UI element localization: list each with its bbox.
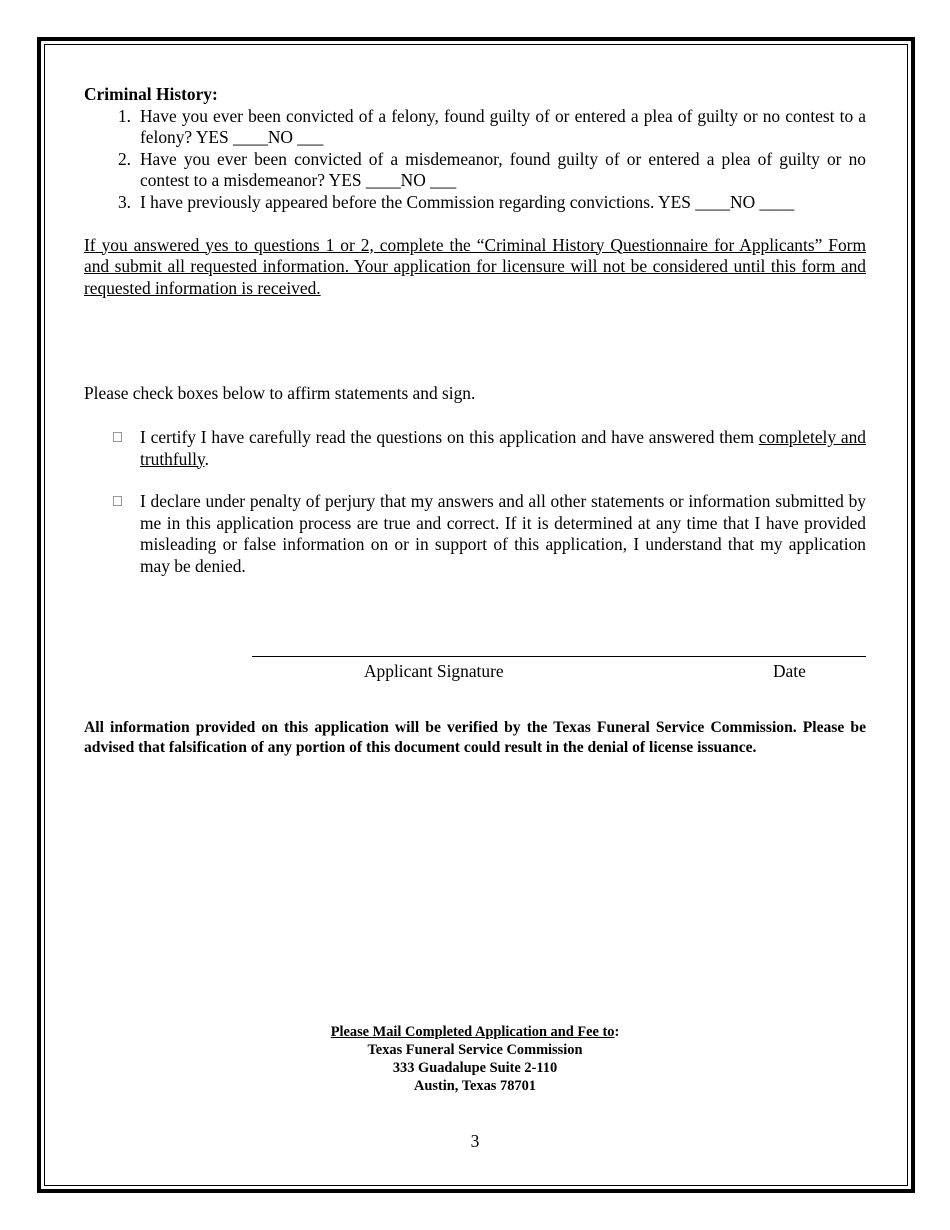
declare-text: I declare under penalty of perjury that my answers and all other statements or information submitted by me in this application process are true and correct. If it is determined at any time that I have provided misleading or false information on or in support of this application, I understand that my application may be denied. bbox=[140, 491, 866, 576]
certify-checkbox[interactable] bbox=[113, 432, 122, 442]
question-item bbox=[84, 192, 866, 214]
certify-underlined-text: completely and truthfully bbox=[140, 426, 866, 469]
question-item bbox=[84, 149, 866, 192]
certify-text: I certify I have carefully read the questions on this application and have answered them bbox=[140, 426, 754, 447]
certify-end: . bbox=[204, 448, 209, 469]
mailing-address-block bbox=[0, 1023, 950, 1095]
question-number: 2. bbox=[117, 148, 131, 169]
verification-notice: All information provided on this application will be verified by the Texas Funeral Service Commission. Please be advised that falsification of any portion of this document could result in the denial of license issuance. bbox=[84, 719, 866, 756]
mailing-heading: Please Mail Completed Application and Fee to: bbox=[330, 1024, 620, 1040]
declare-statement bbox=[84, 491, 866, 577]
date-label: Date bbox=[773, 661, 806, 681]
question-number: 1. bbox=[117, 105, 131, 126]
certify-statement bbox=[84, 427, 866, 470]
signature-line[interactable] bbox=[252, 656, 866, 657]
criminal-history-title: Criminal History: bbox=[84, 84, 218, 104]
question-number: 3. bbox=[117, 191, 131, 212]
applicant-signature-label: Applicant Signature bbox=[364, 661, 504, 681]
question-text: Have you ever been convicted of a misdemeanor, found guilty of or entered a plea of guilty or no contest to a misdemeanor? YES ____NO ___ bbox=[140, 148, 866, 191]
criminal-history-questions bbox=[84, 106, 866, 214]
affirm-instruction: Please check boxes below to affirm statements and sign. bbox=[84, 383, 476, 404]
mailing-street: 333 Guadalupe Suite 2-110 bbox=[392, 1060, 558, 1076]
questionnaire-notice: If you answered yes to questions 1 or 2, complete the “Criminal History Questionnaire for Applicants” Form and submit all requested information. Your application for licensure will not be considered until this form and requested information is received. bbox=[84, 234, 866, 298]
question-item bbox=[84, 106, 866, 149]
declare-checkbox[interactable] bbox=[113, 496, 122, 506]
question-text: I have previously appeared before the Commission regarding convictions. YES ____NO ____ bbox=[140, 191, 795, 212]
question-text: Have you ever been convicted of a felony, found guilty of or entered a plea of guilty or no contest to a felony? YES ____NO ___ bbox=[140, 105, 866, 148]
page-number: 3 bbox=[470, 1131, 480, 1151]
main-content bbox=[84, 84, 866, 578]
mailing-org: Texas Funeral Service Commission bbox=[367, 1042, 583, 1058]
mailing-city: Austin, Texas 78701 bbox=[414, 1078, 536, 1094]
